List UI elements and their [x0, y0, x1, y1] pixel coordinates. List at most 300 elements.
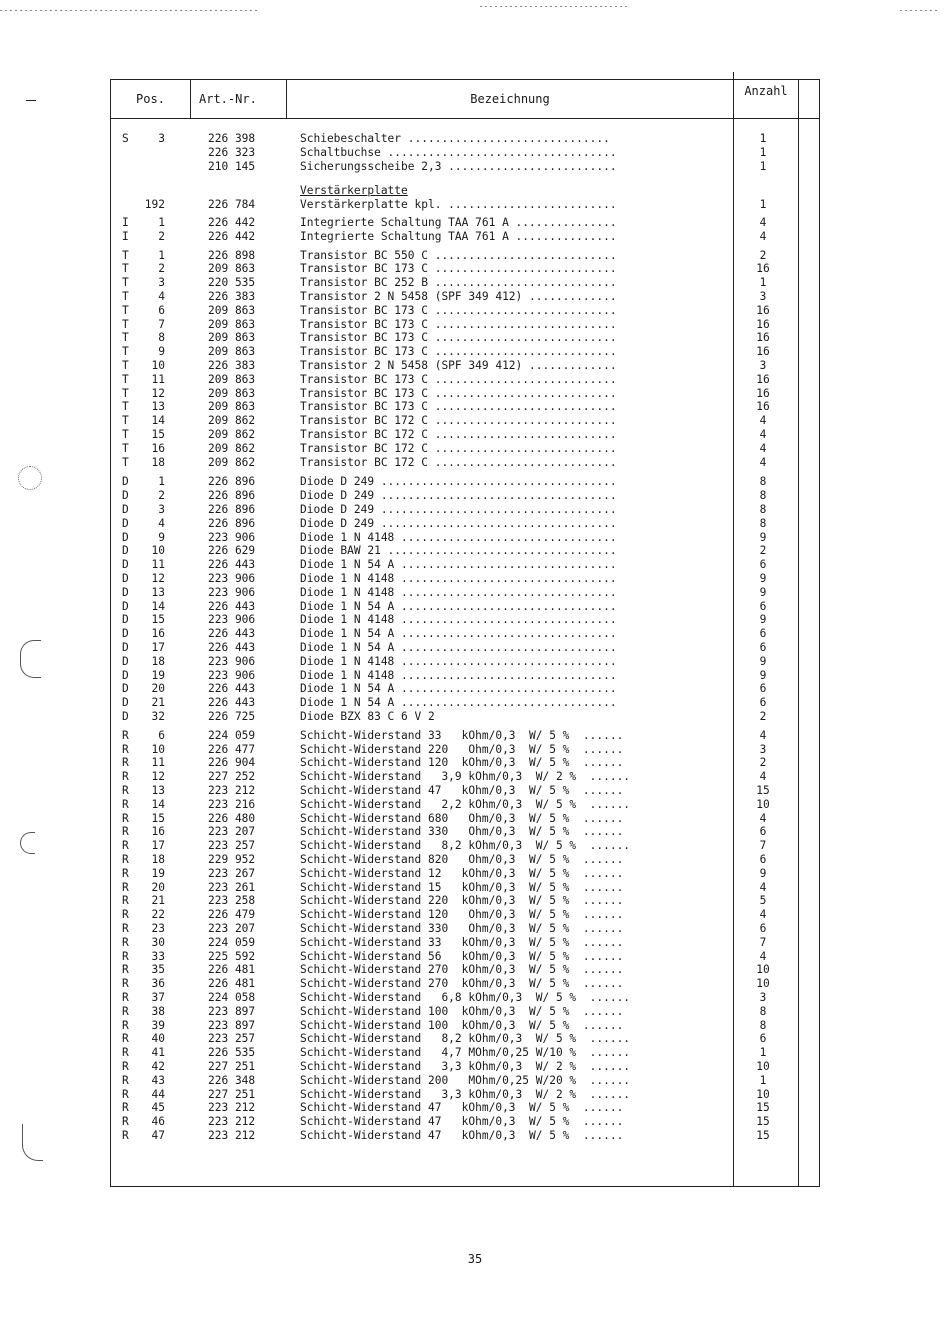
table-row [0, 950, 950, 964]
table-row [0, 1115, 950, 1129]
table-row [0, 262, 950, 276]
article-number: 226 477 [208, 742, 256, 756]
description: Diode 1 N 4148 ................................ [300, 654, 617, 668]
table-row [0, 586, 950, 600]
table-row [0, 881, 950, 895]
pos-number: 14 [151, 414, 165, 428]
article-number: 226 629 [208, 544, 256, 558]
pos-number: 19 [151, 668, 165, 682]
article-number: 226 323 [208, 145, 256, 159]
description: Schicht-Widerstand 820 Ohm/0,3 W/ 5 % ...... [300, 853, 624, 866]
description: Schicht-Widerstand 8,2 kOhm/0,3 W/ 5 % ...... [300, 839, 631, 853]
table-row [0, 544, 950, 558]
description: Integrierte Schaltung TAA 761 A ............... [300, 216, 617, 229]
description: Transistor BC 172 C ........................... [300, 428, 617, 441]
pos-number: 47 [151, 1129, 165, 1142]
table-row [0, 812, 950, 826]
article-number: 223 212 [208, 1115, 256, 1129]
table-row [0, 304, 950, 318]
description: Schicht-Widerstand 100 kOhm/0,3 W/ 5 % ...... [300, 1018, 624, 1032]
quantity: 9 [759, 668, 767, 682]
pos-letter: R [122, 894, 129, 908]
description: Transistor BC 172 C ........................... [300, 455, 617, 469]
article-number: 223 207 [208, 825, 256, 839]
pos-letter: T [122, 441, 129, 455]
table-row [0, 770, 950, 784]
quantity: 4 [759, 728, 767, 742]
description: Schicht-Widerstand 12 kOhm/0,3 W/ 5 % ...... [300, 866, 624, 880]
table-row [0, 1046, 950, 1060]
quantity: 2 [759, 756, 767, 770]
pos-number: 12 [151, 770, 165, 784]
description: Schicht-Widerstand 3,9 kOhm/0,3 W/ 2 % ...... [300, 770, 631, 784]
article-number: 209 863 [208, 400, 256, 414]
margin-tick [26, 100, 36, 101]
pos-letter: R [122, 756, 129, 770]
article-number: 226 443 [208, 627, 256, 641]
pos-letter: R [122, 1046, 129, 1060]
table-row [0, 1101, 950, 1115]
pos-letter: R [122, 811, 129, 825]
description: Schicht-Widerstand 100 kOhm/0,3 W/ 5 % ...... [300, 1004, 624, 1018]
pos-letter: T [122, 372, 129, 386]
pos-number: 18 [151, 654, 165, 668]
quantity: 4 [759, 770, 767, 784]
pos-letter: S [122, 132, 129, 145]
description: Diode D 249 ................................... [300, 475, 617, 489]
pos-number: 36 [151, 977, 165, 991]
table-row [0, 489, 950, 503]
pos-letter: D [122, 710, 129, 723]
article-number: 226 904 [208, 756, 256, 770]
quantity: 15 [756, 1101, 770, 1115]
pos-number: 11 [151, 558, 165, 572]
description: Diode D 249 ................................... [300, 503, 617, 516]
pos-number: 46 [151, 1115, 165, 1129]
article-number: 226 725 [208, 710, 256, 723]
pos-number: 13 [151, 585, 165, 599]
quantity: 9 [759, 866, 767, 880]
table-row [0, 198, 950, 212]
pos-letter: D [122, 654, 129, 668]
quantity: 16 [756, 372, 770, 386]
pos-letter: T [122, 414, 129, 428]
pos-letter: T [122, 359, 129, 372]
description: Diode 1 N 54 A ................................ [300, 627, 617, 641]
table-row [0, 1019, 950, 1033]
pos-number: 6 [158, 303, 165, 317]
pos-letter: R [122, 935, 129, 949]
quantity: 10 [756, 797, 770, 811]
quantity: 6 [759, 825, 767, 839]
pos-letter: R [122, 1087, 129, 1101]
pos-letter: D [122, 544, 129, 558]
quantity: 2 [759, 544, 767, 558]
pos-letter: R [122, 922, 129, 935]
pos-number: 16 [151, 441, 165, 455]
table-row [0, 1060, 950, 1074]
table-row [0, 627, 950, 641]
quantity: 1 [759, 132, 767, 145]
pos-letter: R [122, 1115, 129, 1129]
quantity: 16 [756, 386, 770, 400]
quantity: 8 [759, 516, 767, 530]
description: Schicht-Widerstand 220 kOhm/0,3 W/ 5 % ...... [300, 894, 624, 908]
table-row [0, 475, 950, 489]
article-number: 223 906 [208, 585, 256, 599]
header-bottom-border [110, 118, 820, 119]
quantity: 3 [759, 991, 767, 1004]
pos-letter: R [122, 908, 129, 922]
article-number: 226 896 [208, 503, 256, 516]
article-number: 226 479 [208, 908, 256, 922]
pos-number: 4 [158, 290, 165, 303]
pos-number: 15 [151, 811, 165, 825]
description: Schicht-Widerstand 120 Ohm/0,3 W/ 5 % ...... [300, 908, 624, 922]
table-row [0, 572, 950, 586]
description: Schicht-Widerstand 56 kOhm/0,3 W/ 5 % ...... [300, 949, 624, 963]
table-row [0, 387, 950, 401]
pos-number: 17 [151, 839, 165, 853]
header-bezeichnung: Bezeichnung [470, 92, 550, 106]
quantity: 1 [759, 1046, 767, 1060]
pos-number: 45 [151, 1101, 165, 1115]
article-number: 226 898 [208, 248, 256, 262]
description: Diode BZX 83 C 6 V 2 [300, 710, 435, 723]
article-number: 226 481 [208, 977, 256, 991]
description: Diode 1 N 4148 ................................ [300, 572, 617, 585]
table-row [0, 503, 950, 517]
pos-number: 17 [151, 641, 165, 654]
pos-letter: R [122, 853, 129, 866]
pos-number: 3 [158, 276, 165, 290]
article-number: 223 897 [208, 1004, 256, 1018]
table-row [0, 558, 950, 572]
article-number: 209 863 [208, 317, 256, 331]
pos-number: 37 [151, 991, 165, 1004]
pos-letter: R [122, 770, 129, 784]
article-number: 209 863 [208, 331, 256, 345]
description: Diode 1 N 54 A ................................ [300, 696, 617, 710]
table-row [0, 160, 950, 174]
article-number: 223 257 [208, 1032, 256, 1046]
quantity: 8 [759, 503, 767, 516]
table-row [0, 756, 950, 770]
article-number: 220 535 [208, 276, 256, 290]
table-row [0, 936, 950, 950]
pos-letter: R [122, 728, 129, 742]
pos-letter: T [122, 317, 129, 331]
pos-number: 7 [158, 317, 165, 331]
table-row [0, 743, 950, 757]
article-number: 226 442 [208, 229, 256, 243]
description: Schicht-Widerstand 33 kOhm/0,3 W/ 5 % ...... [300, 935, 624, 949]
quantity: 8 [759, 475, 767, 489]
pos-letter: R [122, 797, 129, 811]
pos-number: 6 [158, 728, 165, 742]
pos-number: 14 [151, 599, 165, 613]
table-row [0, 276, 950, 290]
pos-number: 10 [151, 544, 165, 558]
description: Transistor 2 N 5458 (SPF 349 412) ............. [300, 359, 617, 372]
pos-number: 32 [151, 710, 165, 723]
article-number: 227 252 [208, 770, 256, 784]
pos-letter: T [122, 303, 129, 317]
article-number: 223 906 [208, 530, 256, 544]
table-row [0, 400, 950, 414]
pos-letter: R [122, 949, 129, 963]
table-row [0, 442, 950, 456]
article-number: 226 443 [208, 599, 256, 613]
description: Transistor BC 173 C ........................... [300, 400, 617, 414]
description: Integrierte Schaltung TAA 761 A ............... [300, 229, 617, 243]
pos-number: 21 [151, 894, 165, 908]
pos-letter: I [122, 229, 129, 243]
description: Transistor BC 172 C ........................... [300, 441, 617, 455]
pos-number: 13 [151, 400, 165, 414]
pos-letter: D [122, 558, 129, 572]
description: Diode D 249 ................................... [300, 516, 617, 530]
pos-number: 1 [158, 475, 165, 489]
table-row [0, 798, 950, 812]
quantity: 16 [756, 262, 770, 276]
description: Schicht-Widerstand 3,3 kOhm/0,3 W/ 2 % ...... [300, 1087, 631, 1101]
article-number: 209 863 [208, 386, 256, 400]
pos-number: 3 [158, 503, 165, 516]
table-row [0, 600, 950, 614]
description: Schicht-Widerstand 270 kOhm/0,3 W/ 5 % ...... [300, 977, 624, 991]
article-number: 223 257 [208, 839, 256, 853]
article-number: 209 863 [208, 345, 256, 359]
page-number: 35 [467, 1252, 483, 1266]
table-row [0, 359, 950, 373]
article-number: 223 897 [208, 1018, 256, 1032]
table-row [0, 908, 950, 922]
quantity: 6 [759, 682, 767, 696]
quantity: 6 [759, 853, 767, 866]
pos-number: 23 [151, 922, 165, 935]
pos-number: 38 [151, 1004, 165, 1018]
article-number: 226 535 [208, 1046, 256, 1060]
description: Transistor BC 173 C ........................... [300, 317, 617, 331]
pos-letter: R [122, 784, 129, 797]
pos-letter: T [122, 290, 129, 303]
table-row [0, 1032, 950, 1046]
quantity: 8 [759, 1018, 767, 1032]
pos-number: 14 [151, 797, 165, 811]
article-number: 229 952 [208, 853, 256, 866]
pos-number: 19 [151, 866, 165, 880]
pos-number: 16 [151, 825, 165, 839]
quantity: 6 [759, 627, 767, 641]
description: Diode 1 N 4148 ................................ [300, 585, 617, 599]
quantity: 6 [759, 558, 767, 572]
table-row [0, 1074, 950, 1088]
pos-letter: R [122, 991, 129, 1004]
table-row [0, 825, 950, 839]
pos-number: 3 [158, 132, 165, 145]
pos-number: 22 [151, 908, 165, 922]
description: Schicht-Widerstand 220 Ohm/0,3 W/ 5 % ...... [300, 742, 624, 756]
table-row [0, 839, 950, 853]
description: Schicht-Widerstand 47 kOhm/0,3 W/ 5 % ...... [300, 784, 624, 797]
description: Schaltbuchse .................................. [300, 145, 617, 159]
pos-letter: R [122, 880, 129, 894]
quantity: 9 [759, 530, 767, 544]
quantity: 15 [756, 1129, 770, 1142]
description: Diode 1 N 4148 ................................ [300, 530, 617, 544]
article-number: 223 212 [208, 784, 256, 797]
quantity: 6 [759, 922, 767, 935]
pos-letter: D [122, 475, 129, 489]
description: Schicht-Widerstand 15 kOhm/0,3 W/ 5 % ...... [300, 880, 624, 894]
quantity: 9 [759, 654, 767, 668]
quantity: 16 [756, 317, 770, 331]
article-number: 226 784 [208, 198, 256, 212]
pos-number: 13 [151, 784, 165, 797]
pos-letter: T [122, 276, 129, 290]
pos-letter: T [122, 455, 129, 469]
description: Schicht-Widerstand 120 kOhm/0,3 W/ 5 % ...... [300, 756, 624, 770]
pos-letter: I [122, 216, 129, 229]
pos-letter: D [122, 530, 129, 544]
table-row [0, 867, 950, 881]
quantity: 10 [756, 1060, 770, 1073]
description: Schicht-Widerstand 47 kOhm/0,3 W/ 5 % ...... [300, 1101, 624, 1115]
description: Diode 1 N 4148 ................................ [300, 668, 617, 682]
article-number: 226 480 [208, 811, 256, 825]
quantity: 4 [759, 949, 767, 963]
pos-number: 15 [151, 428, 165, 441]
table-row [0, 132, 950, 146]
quantity: 4 [759, 428, 767, 441]
article-number: 226 896 [208, 475, 256, 489]
quantity: 1 [759, 145, 767, 159]
table-row [0, 456, 950, 470]
quantity: 5 [759, 894, 767, 908]
pos-number: 42 [151, 1060, 165, 1073]
pos-letter: D [122, 696, 129, 710]
pos-number: 44 [151, 1087, 165, 1101]
table-row [0, 531, 950, 545]
quantity: 4 [759, 811, 767, 825]
quantity: 3 [759, 742, 767, 756]
pos-letter: D [122, 585, 129, 599]
section-heading-row [0, 184, 950, 198]
description: Schicht-Widerstand 270 kOhm/0,3 W/ 5 % ...... [300, 963, 624, 977]
table-row [0, 331, 950, 345]
article-number: 226 443 [208, 696, 256, 710]
description: Transistor BC 550 C ........................... [300, 248, 617, 262]
article-number: 226 896 [208, 516, 256, 530]
pos-number: 40 [151, 1032, 165, 1046]
table-row [0, 428, 950, 442]
quantity: 3 [759, 359, 767, 372]
article-number: 209 862 [208, 414, 256, 428]
article-number: 226 348 [208, 1073, 256, 1087]
pos-letter: T [122, 262, 129, 276]
pos-number: 21 [151, 696, 165, 710]
article-number: 209 862 [208, 455, 256, 469]
description: Transistor BC 173 C ........................... [300, 386, 617, 400]
quantity: 7 [759, 839, 767, 853]
description: Schicht-Widerstand 680 Ohm/0,3 W/ 5 % ...... [300, 811, 624, 825]
description: Schicht-Widerstand 4,7 MOhm/0,25 W/10 % ...... [300, 1046, 631, 1060]
quantity: 8 [759, 489, 767, 503]
quantity: 9 [759, 585, 767, 599]
article-number: 226 398 [208, 132, 256, 145]
pos-number: 2 [158, 262, 165, 276]
article-number: 209 863 [208, 372, 256, 386]
table-row [0, 977, 950, 991]
description: Transistor BC 173 C ........................... [300, 303, 617, 317]
pos-number: 30 [151, 935, 165, 949]
quantity: 4 [759, 414, 767, 428]
table-row [0, 641, 950, 655]
pos-number: 192 [144, 198, 165, 212]
table-row [0, 249, 950, 263]
description: Diode BAW 21 .................................. [300, 544, 617, 558]
pos-number: 11 [151, 372, 165, 386]
pos-number: 20 [151, 880, 165, 894]
description: Diode 1 N 4148 ................................ [300, 613, 617, 627]
article-number: 209 863 [208, 303, 256, 317]
table-row [0, 922, 950, 936]
article-number: 226 442 [208, 216, 256, 229]
article-number: 223 267 [208, 866, 256, 880]
description: Sicherungsscheibe 2,3 ......................... [300, 159, 617, 173]
pos-number: 15 [151, 613, 165, 627]
table-row [0, 146, 950, 160]
table-row [0, 216, 950, 230]
article-number: 209 863 [208, 262, 256, 276]
table-bottom-border [110, 1186, 820, 1187]
quantity: 16 [756, 400, 770, 414]
table-row [0, 373, 950, 387]
description: Diode 1 N 54 A ................................ [300, 641, 617, 654]
quantity: 10 [756, 963, 770, 977]
quantity: 4 [759, 880, 767, 894]
pos-letter: R [122, 1129, 129, 1142]
article-number: 226 481 [208, 963, 256, 977]
quantity: 1 [759, 198, 767, 212]
table-row [0, 230, 950, 244]
article-number: 210 145 [208, 159, 256, 173]
quantity: 6 [759, 641, 767, 654]
description: Schicht-Widerstand 33 kOhm/0,3 W/ 5 % ...... [300, 728, 624, 742]
pos-number: 2 [158, 489, 165, 503]
pos-letter: T [122, 345, 129, 359]
article-number: 224 059 [208, 935, 256, 949]
quantity: 1 [759, 276, 767, 290]
table-row [0, 318, 950, 332]
pos-letter: T [122, 400, 129, 414]
quantity: 4 [759, 455, 767, 469]
pos-number: 18 [151, 455, 165, 469]
article-number: 226 443 [208, 558, 256, 572]
table-row [0, 613, 950, 627]
pos-number: 10 [151, 359, 165, 372]
scan-noise [0, 10, 260, 11]
quantity: 9 [759, 572, 767, 585]
table-row [0, 1129, 950, 1143]
article-number: 223 906 [208, 572, 256, 585]
pos-number: 35 [151, 963, 165, 977]
article-number: 226 383 [208, 290, 256, 303]
description: Schicht-Widerstand 3,3 kOhm/0,3 W/ 2 % ...... [300, 1060, 631, 1073]
pos-letter: D [122, 627, 129, 641]
description: Schicht-Widerstand 47 kOhm/0,3 W/ 5 % ...... [300, 1115, 624, 1129]
